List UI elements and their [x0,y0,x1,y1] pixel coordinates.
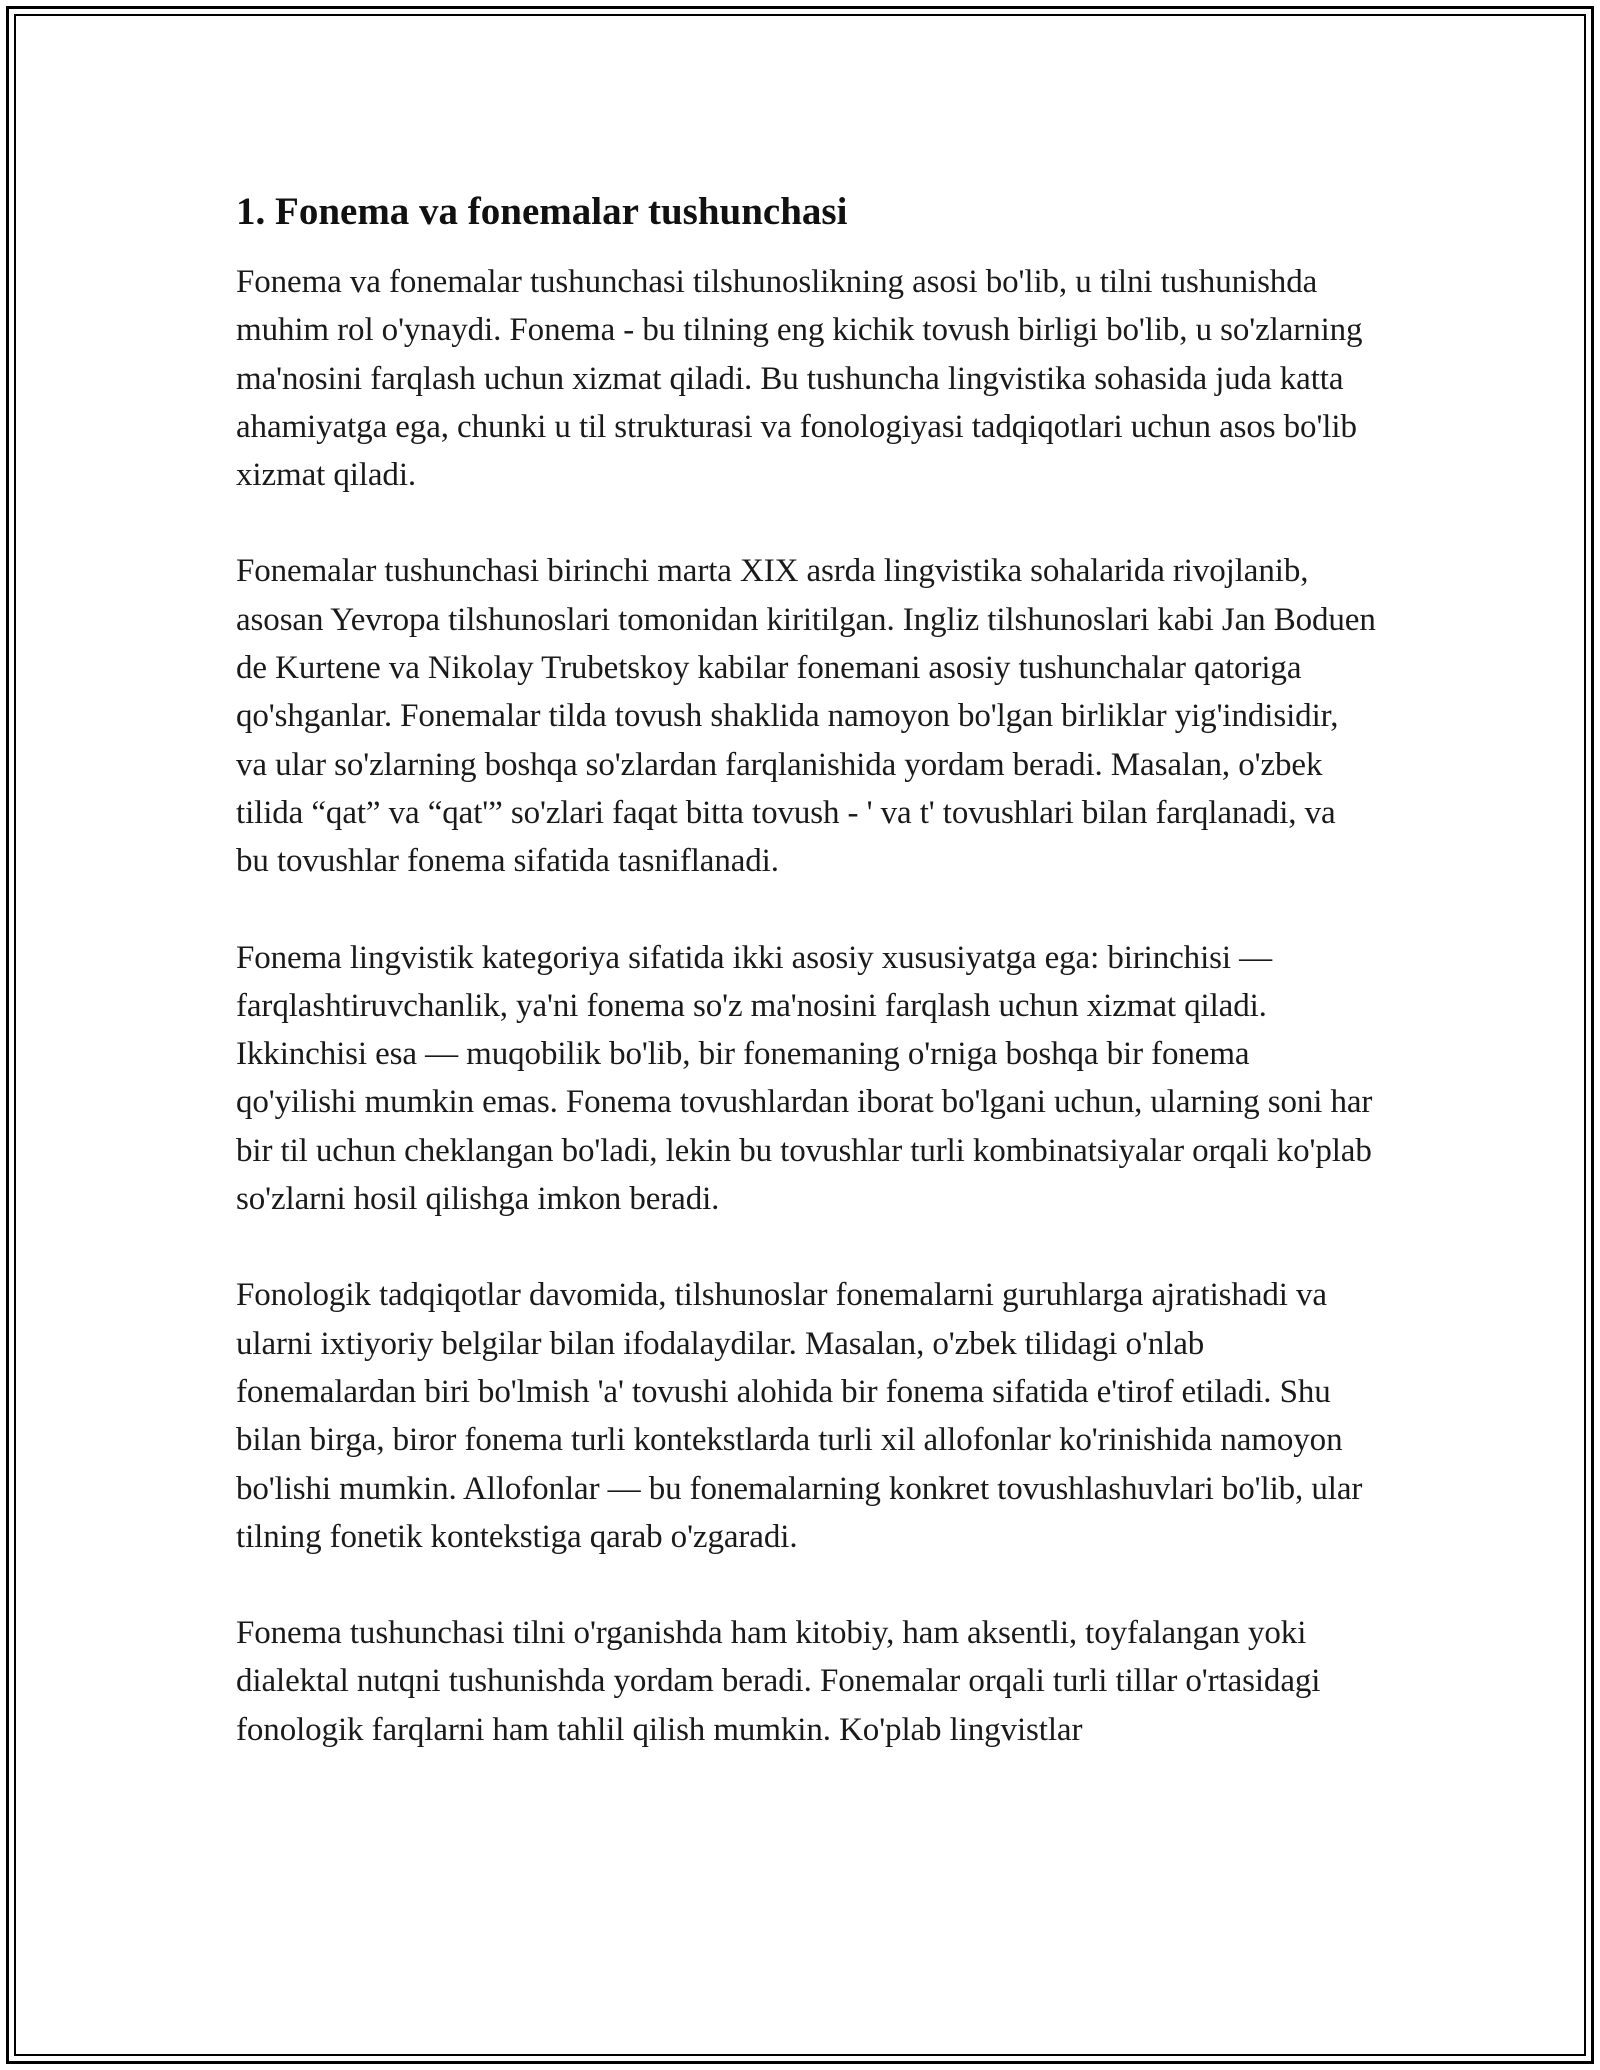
section-heading: 1. Fonema va fonemalar tushunchasi [236,190,848,233]
paragraph-2: Fonemalar tushunchasi birinchi marta XIX asrda lingvistika sohalarida rivojlanib, asosan Yevropa tilshunoslari tomonidan kiritilgan. Ingliz tilshunoslari kabi Jan Boduen de Kurtene va Nikolay Trubetskoy kabilar fonemani asosiy tushunchalar qatoriga qo'shganlar. Fonemalar tilda tovush shaklida namoyon bo'lgan birliklar yig'indisidir, va ular so'zlarning boshqa so'zlardan farqlanishida yordam beradi. Masalan, o'zbek tilida “qat” va “qat'” so'zlari faqat bitta tovush - ' va t' tovushlari bilan farqlanadi, va bu tovushlar fonema sifatida tasniflanadi. [236,553,1376,880]
document-body [236,188,1376,1802]
paragraph-4: Fonologik tadqiqotlar davomida, tilshunoslar fonemalarni guruhlarga ajratishadi va ularni ixtiyoriy belgilar bilan ifodalaydilar. Masalan, o'zbek tilidagi o'nlab fonemalardan biri bo'lmish 'a' tovushi alohida bir fonema sifatida e'tirof etiladi. Shu bilan birga, biror fonema turli kontekstlarda turli xil allofonlar ko'rinishida namoyon bo'lishi mumkin. Allofonlar — bu fonemalarning konkret tovushlashuvlari bo'lib, ular tilning fonetik kontekstiga qarab o'zgaradi. [236,1277,1363,1555]
paragraph-5: Fonema tushunchasi tilni o'rganishda ham kitobiy, ham aksentli, toyfalangan yoki dialektal nutqni tushunishda yordam beradi. Fonemalar orqali turli tillar o'rtasidagi fonologik farqlarni ham tahlil qilish mumkin. Ko'plab lingvistlar [236,1615,1321,1748]
paragraph-1: Fonema va fonemalar tushunchasi tilshunoslikning asosi bo'lib, u tilni tushunishda muhim rol o'ynaydi. Fonema - bu tilning eng kichik tovush birligi bo'lib, u so'zlarning ma'nosini farqlash uchun xizmat qiladi. Bu tushuncha lingvistika sohasida juda katta ahamiyatga ega, chunki u til strukturasi va fonologiyasi tadqiqotlari uchun asos bo'lib xizmat qiladi. [236,264,1363,494]
paragraph-3: Fonema lingvistik kategoriya sifatida ikki asosiy xususiyatga ega: birinchisi — farqlashtiruvchanlik, ya'ni fonema so'z ma'nosini farqlash uchun xizmat qiladi. Ikkinchisi esa — muqobilik bo'lib, bir fonemaning o'rniga boshqa bir fonema qo'yilishi mumkin emas. Fonema tovushlardan iborat bo'lgani uchun, ularning soni har bir til uchun cheklangan bo'ladi, lekin bu tovushlar turli kombinatsiyalar orqali ko'plab so'zlarni hosil qilishga imkon beradi. [236,939,1373,1218]
